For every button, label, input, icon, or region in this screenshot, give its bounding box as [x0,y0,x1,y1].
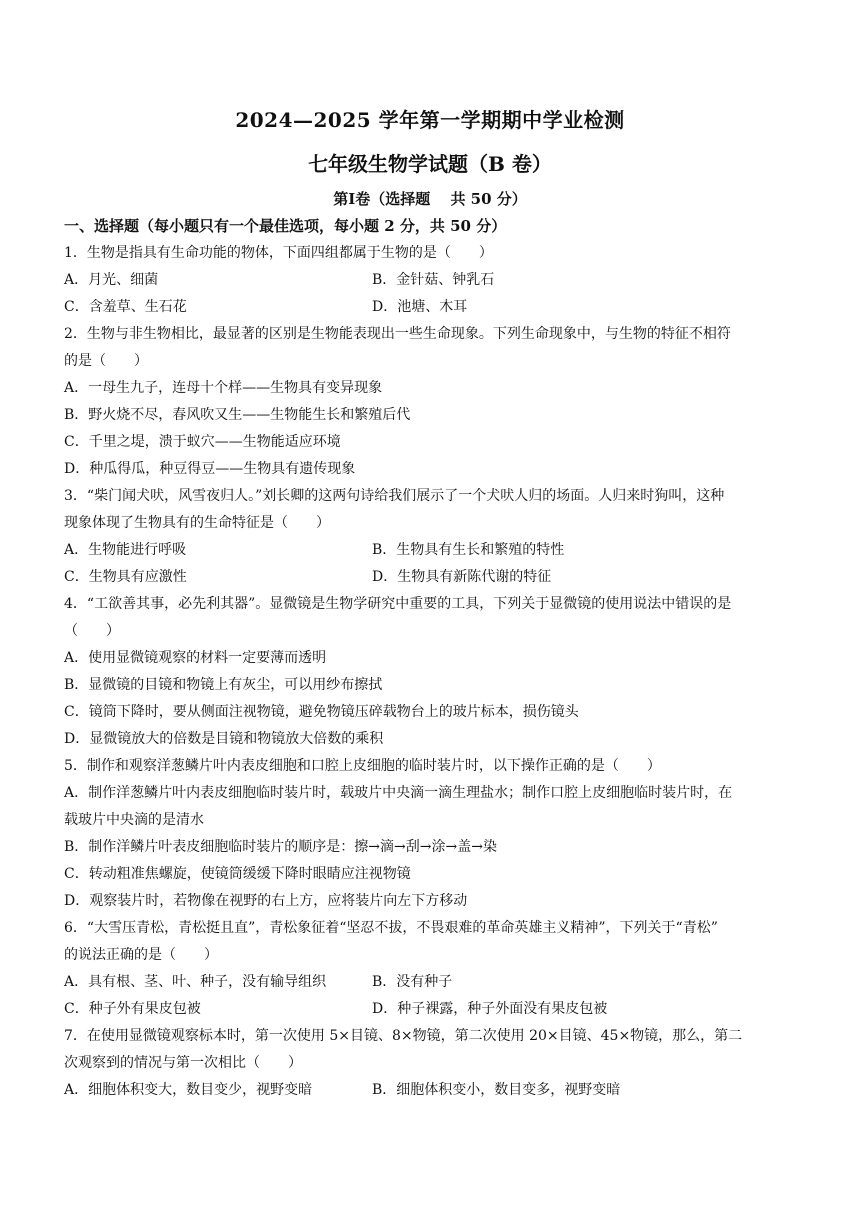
question-1-option-d: D．池塘、木耳 [372,299,468,315]
question-1-option-a: A．月光、细菌 [64,272,159,288]
question-6-option-d: D．种子裸露，种子外面没有果皮包被 [372,1001,608,1017]
question-4-option-c: C．镜筒下降时，要从侧面注视物镜，避免物镜压碎载物台上的玻片标本，损伤镜头 [64,704,579,720]
exam-title: 2024—2025 学年第一学期期中学业检测 [235,108,625,132]
question-4-option-d: D．显微镜放大的倍数是目镜和物镜放大倍数的乘积 [64,731,384,747]
question-5-stem: 5．制作和观察洋葱鳞片叶内表皮细胞和口腔上皮细胞的临时装片时，以下操作正确的是（ ） [64,758,661,774]
question-3-option-c: C．生物具有应激性 [64,569,187,585]
question-7-option-b: B．细胞体积变小，数目变多，视野变暗 [372,1082,621,1098]
question-2-stem-line-2: 的是（ ） [64,353,148,369]
question-6-option-a: A．具有根、茎、叶、种子，没有输导组织 [64,974,327,990]
section-heading: 一、选择题（每小题只有一个最佳选项，每小题 2 分，共 50 分） [64,217,507,235]
question-4-option-b: B．显微镜的目镜和物镜上有灰尘，可以用纱布擦拭 [64,677,383,693]
question-2-stem-line-1: 2．生物与非生物相比，最显著的区别是生物能表现出一些生命现象。下列生命现象中，与生物的特征不相符 [64,326,731,342]
question-1-stem: 1．生物是指具有生命功能的物体，下面四组都属于生物的是（ ） [64,245,493,261]
question-3-stem-line-1: 3．“柴门闻犬吠，风雪夜归人。”刘长卿的这两句诗给我们展示了一个犬吠人归的场面。人归来时狗叫，这种 [64,488,725,504]
question-6-stem-line-1: 6．“大雪压青松，青松挺且直”，青松象征着“坚忍不拔，不畏艰难的革命英雄主义精神”，下列关于“青松” [64,920,718,936]
question-7-stem-line-1: 7．在使用显微镜观察标本时，第一次使用 5×目镜、8×物镜，第二次使用 20×目镜、45×物镜，那么，第二 [64,1028,743,1044]
question-2-option-d: D．种瓜得瓜，种豆得豆——生物具有遗传现象 [64,461,356,477]
question-5-option-d: D．观察装片时，若物像在视野的右上方，应将装片向左下方移动 [64,893,468,909]
question-5-option-c: C．转动粗准焦螺旋，使镜筒缓缓下降时眼睛应注视物镜 [64,866,411,882]
question-2-option-a: A．一母生九子，连母十个样——生物具有变异现象 [64,380,383,396]
question-4-stem-line-1: 4．“工欲善其事，必先利其器”。显微镜是生物学研究中重要的工具，下列关于显微镜的使用说法中错误的是 [64,596,732,612]
part-title: 第Ⅰ卷（选择题 共 50 分） [333,190,527,208]
question-2-option-b: B．野火烧不尽，春风吹又生——生物能生长和繁殖后代 [64,407,411,423]
question-2-option-c: C．千里之堤，溃于蚁穴——生物能适应环境 [64,434,341,450]
question-1-option-c: C．含羞草、生石花 [64,299,187,315]
question-4-option-a: A．使用显微镜观察的材料一定要薄而透明 [64,650,327,666]
question-6-stem-line-2: 的说法正确的是（ ） [64,947,218,963]
question-3-option-d: D．生物具有新陈代谢的特征 [372,569,552,585]
question-4-stem-line-2: （ ） [64,623,120,639]
exam-subtitle: 七年级生物学试题（B 卷） [308,152,552,176]
question-5-option-a-line-2: 载玻片中央滴的是清水 [64,812,204,828]
question-6-option-b: B．没有种子 [372,974,453,990]
question-3-option-a: A．生物能进行呼吸 [64,542,187,558]
question-7-option-a: A．细胞体积变大，数目变少，视野变暗 [64,1082,313,1098]
question-3-option-b: B．生物具有生长和繁殖的特性 [372,542,565,558]
question-3-stem-line-2: 现象体现了生物具有的生命特征是（ ） [64,515,330,531]
question-7-stem-line-2: 次观察到的情况与第一次相比（ ） [64,1055,302,1071]
question-5-option-b: B．制作洋鳞片叶表皮细胞临时装片的顺序是：擦→滴→刮→涂→盖→染 [64,839,497,855]
question-6-option-c: C．种子外有果皮包被 [64,1001,201,1017]
question-5-option-a-line-1: A．制作洋葱鳞片叶内表皮细胞临时装片时，载玻片中央滴一滴生理盐水；制作口腔上皮细胞临时装片时，在 [64,785,733,801]
question-1-option-b: B．金针菇、钟乳石 [372,272,495,288]
